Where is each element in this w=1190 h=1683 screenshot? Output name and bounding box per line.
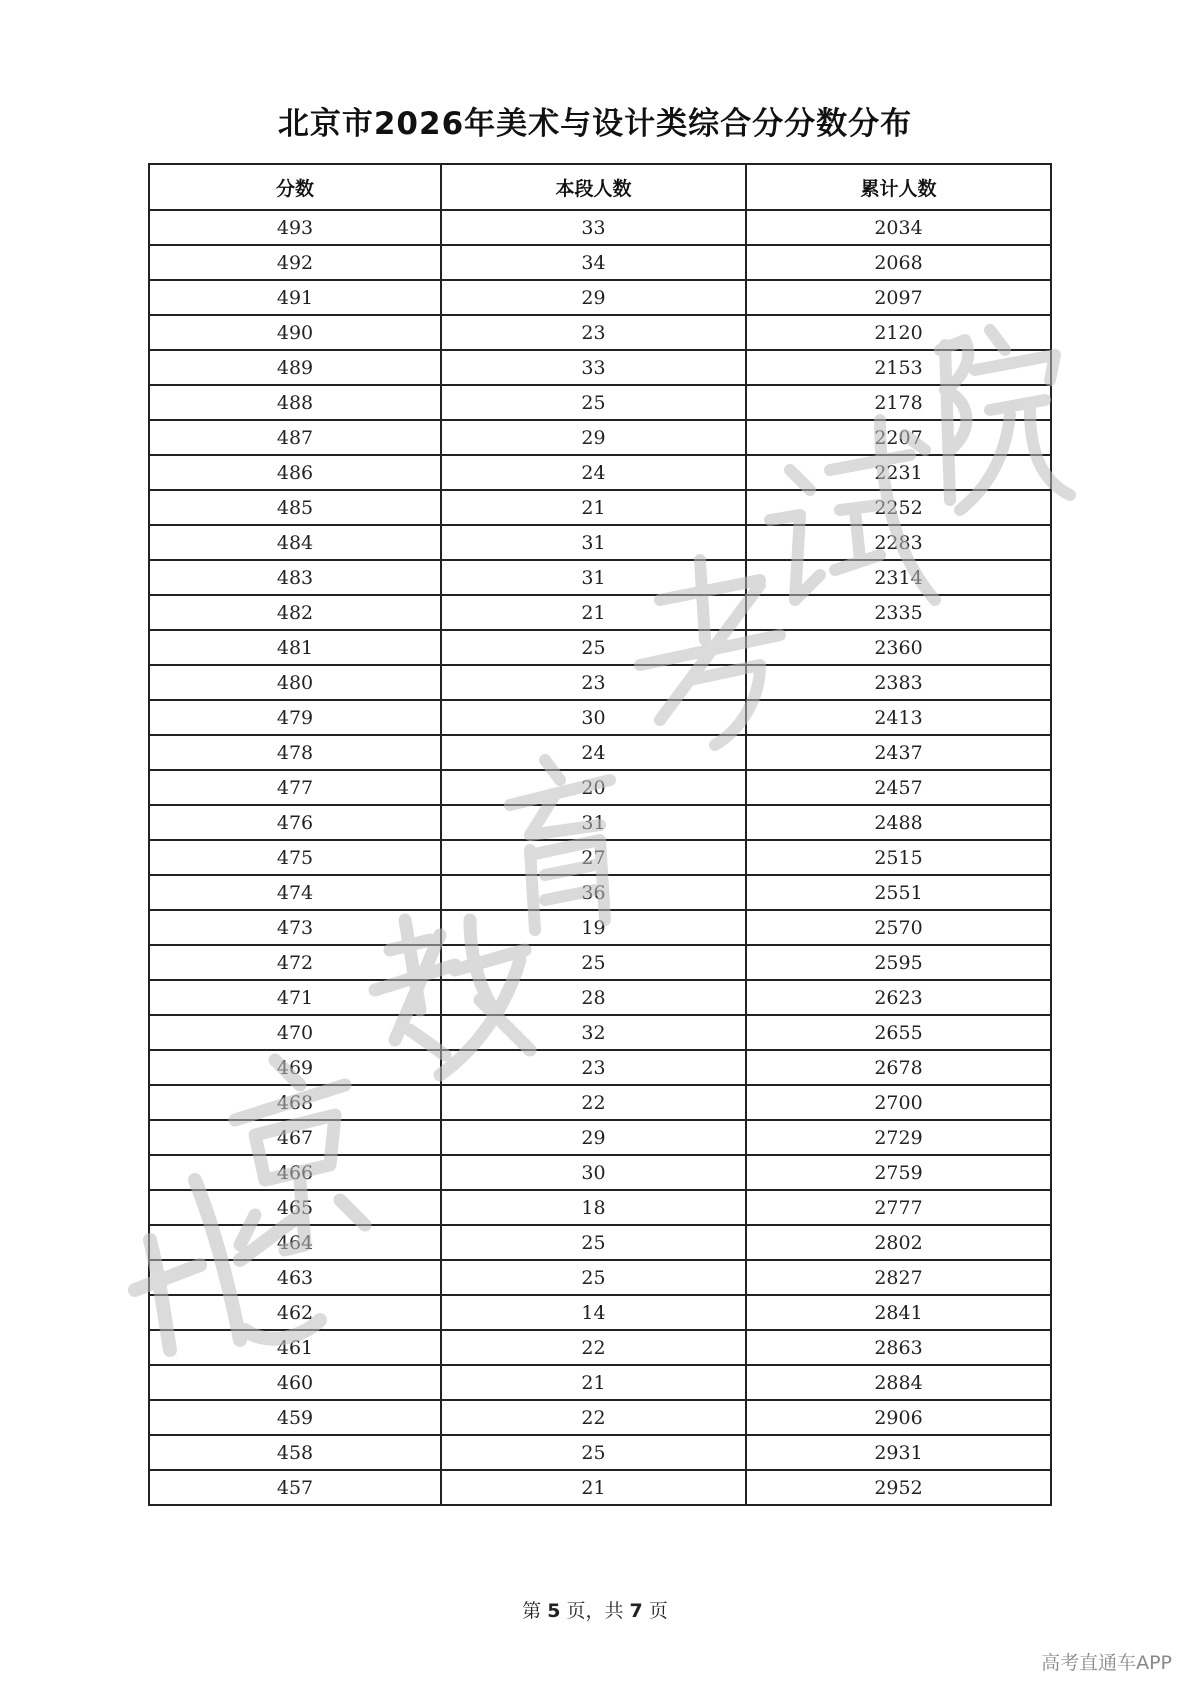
cell-segment-count: 25: [441, 1260, 746, 1295]
cell-cumulative-count: 2153: [746, 350, 1051, 385]
cell-segment-count: 29: [441, 280, 746, 315]
table-row: [149, 350, 1051, 385]
cell-cumulative-count: 2034: [746, 210, 1051, 245]
footer-total-pages: 7: [629, 1600, 643, 1622]
cell-segment-count: 36: [441, 875, 746, 910]
column-header-cumulative-count: 累计人数: [746, 164, 1051, 210]
cell-cumulative-count: 2884: [746, 1365, 1051, 1400]
app-watermark-label: 高考直通车APP: [1041, 1652, 1172, 1674]
cell-segment-count: 23: [441, 315, 746, 350]
table-row: [149, 1225, 1051, 1260]
cell-cumulative-count: 2906: [746, 1400, 1051, 1435]
cell-score: 458: [149, 1435, 441, 1470]
cell-score: 484: [149, 525, 441, 560]
table-row: [149, 910, 1051, 945]
table-row: [149, 945, 1051, 980]
cell-score: 470: [149, 1015, 441, 1050]
cell-segment-count: 30: [441, 700, 746, 735]
table-row: [149, 1435, 1051, 1470]
cell-segment-count: 29: [441, 420, 746, 455]
table-body: [149, 210, 1051, 1505]
cell-score: 477: [149, 770, 441, 805]
table-row: [149, 280, 1051, 315]
cell-score: 490: [149, 315, 441, 350]
cell-score: 493: [149, 210, 441, 245]
table-row: [149, 490, 1051, 525]
cell-cumulative-count: 2383: [746, 665, 1051, 700]
cell-segment-count: 29: [441, 1120, 746, 1155]
cell-score: 457: [149, 1470, 441, 1505]
cell-score: 480: [149, 665, 441, 700]
cell-score: 487: [149, 420, 441, 455]
table-row: [149, 875, 1051, 910]
cell-cumulative-count: 2360: [746, 630, 1051, 665]
cell-score: 468: [149, 1085, 441, 1120]
cell-score: 486: [149, 455, 441, 490]
cell-cumulative-count: 2068: [746, 245, 1051, 280]
cell-cumulative-count: 2437: [746, 735, 1051, 770]
cell-segment-count: 23: [441, 665, 746, 700]
footer-suffix: 页: [648, 1600, 668, 1622]
cell-segment-count: 19: [441, 910, 746, 945]
cell-cumulative-count: 2623: [746, 980, 1051, 1015]
cell-segment-count: 33: [441, 210, 746, 245]
cell-cumulative-count: 2802: [746, 1225, 1051, 1260]
footer-page-number: 5: [547, 1600, 561, 1622]
cell-cumulative-count: 2178: [746, 385, 1051, 420]
table-row: [149, 1260, 1051, 1295]
table-row: [149, 1295, 1051, 1330]
table-row: [149, 560, 1051, 595]
cell-score: 485: [149, 490, 441, 525]
table-row: [149, 315, 1051, 350]
cell-score: 465: [149, 1190, 441, 1225]
table-row: [149, 1120, 1051, 1155]
cell-score: 473: [149, 910, 441, 945]
cell-cumulative-count: 2120: [746, 315, 1051, 350]
table-row: [149, 245, 1051, 280]
cell-segment-count: 21: [441, 595, 746, 630]
cell-cumulative-count: 2678: [746, 1050, 1051, 1085]
cell-cumulative-count: 2931: [746, 1435, 1051, 1470]
cell-segment-count: 25: [441, 1225, 746, 1260]
cell-score: 482: [149, 595, 441, 630]
cell-segment-count: 25: [441, 1435, 746, 1470]
cell-cumulative-count: 2335: [746, 595, 1051, 630]
table-row: [149, 840, 1051, 875]
cell-cumulative-count: 2655: [746, 1015, 1051, 1050]
cell-segment-count: 28: [441, 980, 746, 1015]
cell-score: 464: [149, 1225, 441, 1260]
table-row: [149, 700, 1051, 735]
cell-cumulative-count: 2729: [746, 1120, 1051, 1155]
cell-segment-count: 31: [441, 525, 746, 560]
table-row: [149, 1470, 1051, 1505]
cell-segment-count: 22: [441, 1085, 746, 1120]
table-row: [149, 385, 1051, 420]
cell-cumulative-count: 2952: [746, 1470, 1051, 1505]
cell-cumulative-count: 2097: [746, 280, 1051, 315]
cell-cumulative-count: 2863: [746, 1330, 1051, 1365]
cell-cumulative-count: 2314: [746, 560, 1051, 595]
table-row: [149, 630, 1051, 665]
cell-segment-count: 18: [441, 1190, 746, 1225]
cell-score: 471: [149, 980, 441, 1015]
cell-cumulative-count: 2413: [746, 700, 1051, 735]
cell-score: 492: [149, 245, 441, 280]
table-row: [149, 1050, 1051, 1085]
table-row: [149, 525, 1051, 560]
cell-score: 462: [149, 1295, 441, 1330]
cell-segment-count: 32: [441, 1015, 746, 1050]
cell-segment-count: 31: [441, 560, 746, 595]
cell-segment-count: 22: [441, 1400, 746, 1435]
table-row: [149, 420, 1051, 455]
cell-score: 478: [149, 735, 441, 770]
cell-cumulative-count: 2777: [746, 1190, 1051, 1225]
table-row: [149, 735, 1051, 770]
cell-segment-count: 21: [441, 1365, 746, 1400]
table-row: [149, 595, 1051, 630]
cell-score: 475: [149, 840, 441, 875]
footer-middle: 页，共: [566, 1600, 624, 1622]
table-row: [149, 665, 1051, 700]
cell-score: 460: [149, 1365, 441, 1400]
cell-score: 479: [149, 700, 441, 735]
table-row: [149, 1330, 1051, 1365]
cell-cumulative-count: 2827: [746, 1260, 1051, 1295]
cell-cumulative-count: 2252: [746, 490, 1051, 525]
table-row: [149, 1155, 1051, 1190]
cell-cumulative-count: 2841: [746, 1295, 1051, 1330]
table-row: [149, 805, 1051, 840]
cell-cumulative-count: 2570: [746, 910, 1051, 945]
table-row: [149, 980, 1051, 1015]
cell-cumulative-count: 2515: [746, 840, 1051, 875]
column-header-segment-count: 本段人数: [441, 164, 746, 210]
cell-cumulative-count: 2457: [746, 770, 1051, 805]
cell-segment-count: 14: [441, 1295, 746, 1330]
cell-segment-count: 20: [441, 770, 746, 805]
cell-score: 474: [149, 875, 441, 910]
table-row: [149, 1400, 1051, 1435]
cell-segment-count: 25: [441, 630, 746, 665]
cell-segment-count: 25: [441, 385, 746, 420]
cell-segment-count: 30: [441, 1155, 746, 1190]
cell-cumulative-count: 2488: [746, 805, 1051, 840]
cell-cumulative-count: 2283: [746, 525, 1051, 560]
cell-segment-count: 27: [441, 840, 746, 875]
cell-cumulative-count: 2551: [746, 875, 1051, 910]
table-row: [149, 1085, 1051, 1120]
table-row: [149, 770, 1051, 805]
table-row: [149, 1015, 1051, 1050]
cell-score: 461: [149, 1330, 441, 1365]
cell-segment-count: 31: [441, 805, 746, 840]
cell-score: 467: [149, 1120, 441, 1155]
score-distribution-table: [148, 163, 1052, 1506]
cell-segment-count: 23: [441, 1050, 746, 1085]
cell-score: 472: [149, 945, 441, 980]
cell-segment-count: 24: [441, 735, 746, 770]
cell-segment-count: 21: [441, 1470, 746, 1505]
page-footer: [0, 1596, 1190, 1623]
cell-segment-count: 25: [441, 945, 746, 980]
cell-score: 466: [149, 1155, 441, 1190]
cell-cumulative-count: 2231: [746, 455, 1051, 490]
page-title: 北京市2026年美术与设计类综合分分数分布: [277, 106, 913, 142]
cell-score: 469: [149, 1050, 441, 1085]
table-row: [149, 1365, 1051, 1400]
cell-score: 491: [149, 280, 441, 315]
cell-cumulative-count: 2595: [746, 945, 1051, 980]
cell-score: 459: [149, 1400, 441, 1435]
cell-score: 463: [149, 1260, 441, 1295]
cell-segment-count: 22: [441, 1330, 746, 1365]
cell-score: 476: [149, 805, 441, 840]
cell-segment-count: 21: [441, 490, 746, 525]
cell-cumulative-count: 2700: [746, 1085, 1051, 1120]
cell-score: 488: [149, 385, 441, 420]
cell-cumulative-count: 2207: [746, 420, 1051, 455]
footer-prefix: 第: [522, 1600, 542, 1622]
cell-segment-count: 34: [441, 245, 746, 280]
cell-score: 483: [149, 560, 441, 595]
table-row: [149, 455, 1051, 490]
cell-segment-count: 24: [441, 455, 746, 490]
cell-score: 481: [149, 630, 441, 665]
table-row: [149, 1190, 1051, 1225]
table-row: [149, 210, 1051, 245]
column-header-score: 分数: [149, 164, 441, 210]
cell-cumulative-count: 2759: [746, 1155, 1051, 1190]
cell-score: 489: [149, 350, 441, 385]
table-header-row: [149, 164, 1051, 210]
cell-segment-count: 33: [441, 350, 746, 385]
